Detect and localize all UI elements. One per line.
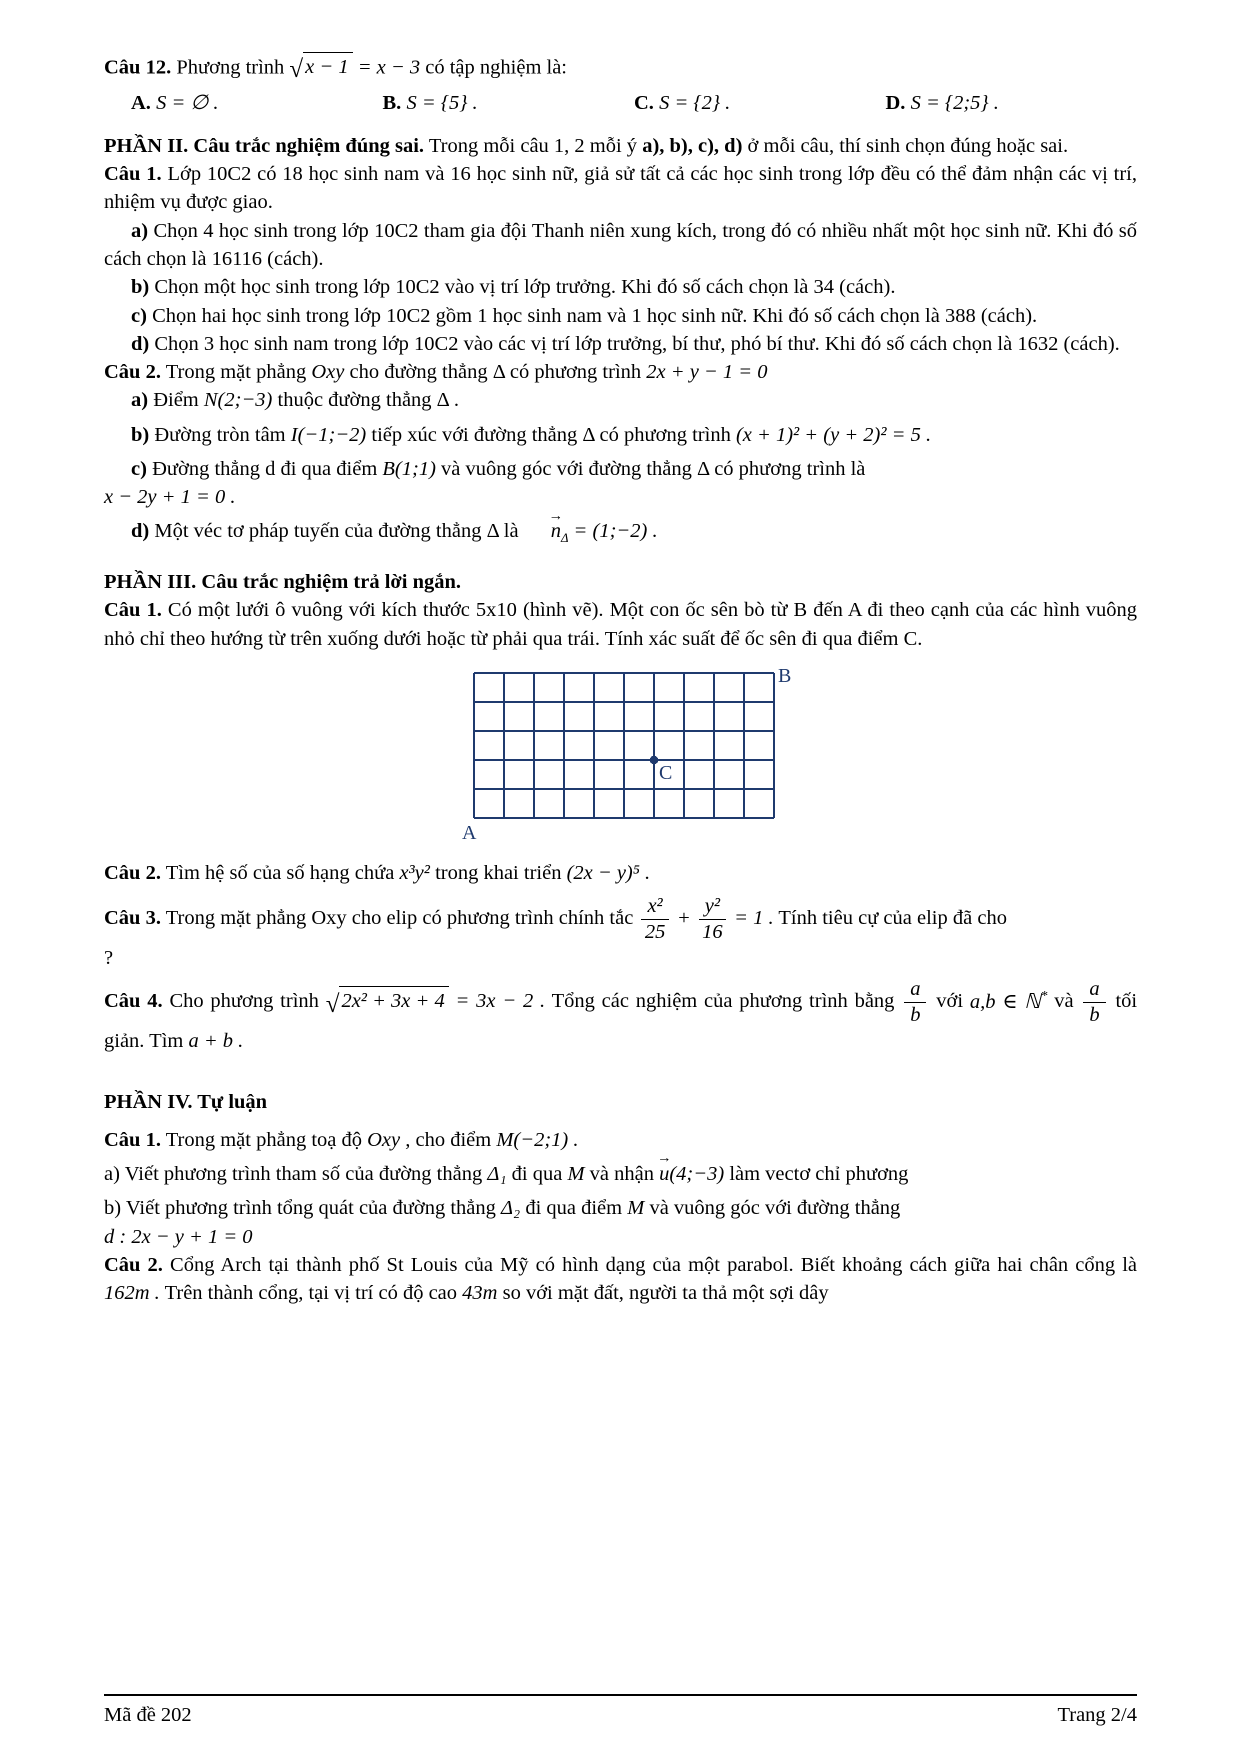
fraction-y2-16-denominator: 16 [702, 921, 723, 944]
part4-q1-item-b [104, 1194, 1137, 1222]
option-b-label: B. [382, 91, 402, 114]
vector-n-base: n [550, 520, 561, 543]
part4-q1-item-a [104, 1150, 1137, 1188]
fraction-a-b-1 [901, 978, 929, 1027]
part3-q4-label: Câu 4. [104, 990, 163, 1013]
part2-q2-line-equation: 2x + y − 1 = 0 [646, 361, 768, 384]
vector-u-coords: (4;−3) [669, 1163, 725, 1186]
part2-q2-item-d-label: d) [131, 520, 150, 543]
plus-sign: + [676, 907, 691, 930]
part4-q1-item-b-text-2: đi qua điểm [525, 1197, 623, 1220]
vector-arrow-icon: → [548, 507, 563, 524]
part4-q2 [104, 1251, 1137, 1308]
sqrt-expression-q12 [289, 52, 352, 84]
radical-sign-q4: √ [325, 990, 340, 1018]
normal-vector-value: = (1;−2) . [573, 520, 658, 543]
part2-intro-bold: a), b), c), d) [642, 134, 743, 157]
vector-u-arrow-icon: → [657, 1150, 672, 1167]
part2-q2-oxy: Oxy [311, 361, 345, 384]
question-12-pre: Phương trình [176, 56, 285, 79]
part3-heading: PHẦN III. Câu trắc nghiệm trả lời ngắn. [104, 571, 462, 594]
part3-q3-label: Câu 3. [104, 907, 161, 930]
option-a [131, 89, 383, 117]
line-d-equation-part4: d : 2x − y + 1 = 0 [104, 1225, 253, 1248]
option-d-label: D. [885, 91, 906, 114]
part2-q2-item-a-text-2: thuộc đường thẳng Δ . [277, 389, 459, 412]
exam-code: Mã đề 202 [104, 1703, 192, 1726]
part2-q1 [104, 160, 1137, 217]
part2-q2 [104, 358, 1137, 386]
part2-q1-item-c [104, 302, 1137, 330]
part2-q2-item-c-equation [104, 483, 1137, 511]
part3-q3-text-2: Tính tiêu cự của elip đã cho [778, 907, 1007, 930]
question-12 [104, 52, 1137, 82]
part2-q2-item-a [104, 386, 1137, 414]
part2-q2-intro-1: Trong mặt phẳng [165, 361, 307, 384]
grid-svg [462, 661, 807, 849]
sqrt-radicand-q4: 2x² + 3x + 4 [339, 986, 448, 1015]
part4-q1-item-b-text-3: và vuông góc với đường thẳng [649, 1197, 901, 1220]
part2-q1-item-a [104, 217, 1137, 274]
part3-q4-text-4: và [1054, 990, 1074, 1013]
term-x3y2: x³y² [399, 861, 430, 884]
option-d-value: S = {2;5} . [910, 91, 999, 114]
grid-figure [462, 661, 1137, 851]
part4-q1-text-2: cho điểm [415, 1128, 492, 1151]
part4-q1-item-a-text-2: đi qua [511, 1163, 563, 1186]
part2-q1-item-b-label: b) [131, 276, 150, 299]
part3-q4-text-5: tối giản. Tìm [104, 990, 1138, 1053]
point-m-symbol-a: M [567, 1163, 585, 1186]
part2-q2-intro-2: cho đường thẳng Δ có phương trình [349, 361, 642, 384]
part4-q1-item-a-text-1: Viết phương trình tham số của đường thẳng [124, 1163, 483, 1186]
height-43m: 43m [462, 1282, 498, 1305]
part2-heading: PHẦN II. Câu trắc nghiệm đúng sai. [104, 134, 425, 157]
part2-q2-item-b-text-2: tiếp xúc với đường thẳng Δ có phương trình [371, 423, 731, 446]
part2-q2-item-b [104, 421, 1137, 449]
part3-q2-text-2: trong khai triển [435, 861, 562, 884]
center-i-expression: I(−1;−2) [290, 423, 367, 446]
part3-q1-label: Câu 1. [104, 599, 162, 622]
part2-heading-para [104, 132, 1137, 160]
part2-q2-item-b-text-1: Đường tròn tâm [154, 423, 286, 446]
part2-q1-item-d [104, 330, 1137, 358]
part3-q4-text-3: với [936, 990, 964, 1013]
part4-q1-item-b-text-1: Viết phương trình tổng quát của đường thẳng [125, 1197, 496, 1220]
part2-q2-item-c-label: c) [131, 457, 147, 480]
part4-q2-text-2: Trên thành cổng, tại vị trí có độ cao [164, 1282, 458, 1305]
part4-q1 [104, 1126, 1137, 1154]
part3-q2 [104, 859, 1137, 887]
vector-n [524, 507, 563, 545]
question-mark: ? [104, 947, 114, 970]
point-n-expression: N(2;−3) [203, 389, 273, 412]
grid-label-c: C [659, 761, 673, 784]
part2-q2-item-a-label: a) [131, 389, 149, 412]
part2-intro-2: ở mỗi câu, thí sinh chọn đúng hoặc sai. [747, 134, 1069, 157]
ellipse-equation-tail: = 1 . [734, 907, 774, 930]
radical-sign: √ [289, 56, 304, 84]
part2-q1-item-d-text: Chọn 3 học sinh nam trong lớp 10C2 vào các vị trí lớp trưởng, bí thư, phó bí thư. Khi đó số cách chọn là 1632 (cách). [154, 332, 1120, 355]
part4-q1-item-a-text-4: làm vectơ chỉ phương [729, 1163, 909, 1186]
part2-q2-item-d-text: Một véc tơ pháp tuyến của đường thẳng Δ là [154, 520, 519, 543]
sqrt-radicand: x − 1 [303, 52, 352, 81]
naturals-set: a,b ∈ ℕ [969, 990, 1041, 1013]
grid-lines-vertical [474, 673, 774, 818]
naturals-expression [969, 987, 1048, 1013]
option-d [886, 89, 1138, 117]
part3-q4-text-2: Tổng các nghiệm của phương trình bằng [551, 990, 895, 1013]
option-a-label: A. [131, 91, 151, 114]
part3-q2-label: Câu 2. [104, 861, 161, 884]
part4-q1-item-b-equation [104, 1223, 1137, 1251]
page-number: Trang 2/4 [1057, 1703, 1137, 1726]
fraction-x2-25 [638, 895, 671, 944]
circle-equation: (x + 1)² + (y + 2)² = 5 . [735, 423, 932, 446]
fraction-x2-25-numerator: x² [641, 895, 668, 920]
answer-options-row [131, 89, 1137, 117]
fraction-a-b-1-numerator: a [904, 978, 926, 1003]
part3-q1 [104, 596, 1137, 653]
part2-q2-item-b-label: b) [131, 423, 150, 446]
point-m-symbol-b: M [627, 1197, 645, 1220]
question-12-rhs: = x − 3 [357, 56, 421, 79]
direction-vector-expression [657, 1150, 725, 1186]
delta-1-symbol: Δ₁ [487, 1163, 507, 1186]
part4-heading: PHẦN IV. Tự luận [104, 1090, 268, 1113]
part3-q3-question-mark [104, 944, 1137, 972]
part3-q2-text-1: Tìm hệ số của số hạng chứa [165, 861, 395, 884]
normal-vector-expression [524, 507, 569, 546]
option-c-value: S = {2} . [659, 91, 731, 114]
part2-q2-item-c [104, 455, 1137, 483]
part4-q2-text-1: Cổng Arch tại thành phố St Louis của Mỹ có hình dạng của một parabol. Biết khoảng cách giữa hai chân cổng là [170, 1254, 1138, 1276]
part2-q1-item-c-text: Chọn hai học sinh trong lớp 10C2 gồm 1 học sinh nam và 1 học sinh nữ. Khi đó số cách chọn là 388 (cách). [152, 304, 1038, 327]
option-c [634, 89, 886, 117]
grid-label-b: B [778, 664, 792, 687]
option-c-label: C. [634, 91, 654, 114]
part3-q3-text-1: Trong mặt phẳng Oxy cho elip có phương trình chính tắc [165, 907, 634, 930]
fraction-a-b-2 [1080, 978, 1108, 1027]
option-b [383, 89, 635, 117]
part2-q1-item-a-label: a) [131, 219, 149, 242]
part3-q1-text: Có một lưới ô vuông với kích thước 5x10 (hình vẽ). Một con ốc sên bò từ B đến A đi theo cạnh của các hình vuông nhỏ chỉ theo hướng từ trên xuống dưới hoặc từ phải qua trái. Tính xác suất để ốc sên đi qua điểm C. [104, 599, 1138, 650]
part2-q2-item-c-text-2: và vuông góc với đường thẳng Δ có phương trình là [441, 457, 866, 480]
part2-q2-item-a-text-1: Điểm [153, 389, 199, 412]
grid-label-a: A [462, 821, 477, 844]
part2-q1-item-b-text: Chọn một học sinh trong lớp 10C2 vào vị trí lớp trưởng. Khi đó số cách chọn là 34 (cách). [154, 276, 896, 299]
part4-q1-text-1: Trong mặt phẳng toạ độ [165, 1128, 362, 1151]
part3-q4-text-1: Cho phương trình [169, 990, 319, 1013]
fraction-y2-16-numerator: y² [699, 895, 726, 920]
fraction-a-b-1-denominator: b [910, 1004, 921, 1027]
point-b-expression: B(1;1) [382, 457, 436, 480]
vector-u-base: u [659, 1163, 670, 1186]
question-12-label: Câu 12. [104, 56, 172, 79]
part4-q2-label: Câu 2. [104, 1254, 163, 1276]
part3-q3 [104, 895, 1137, 944]
part2-q2-label: Câu 2. [104, 361, 161, 384]
delta-2-symbol: Δ₂ [501, 1197, 521, 1220]
point-m-expression: M(−2;1) . [496, 1128, 579, 1151]
part4-q1-item-a-label: a) [104, 1163, 120, 1186]
sqrt-expression-q4 [325, 986, 449, 1018]
point-c-dot [650, 756, 659, 765]
part3-q4-find-expression: a + b . [188, 1030, 244, 1053]
fraction-x2-25-denominator: 25 [644, 921, 666, 944]
question-12-post: có tập nghiệm là: [425, 56, 567, 79]
part4-q1-item-a-text-3: và nhận [589, 1163, 654, 1186]
part4-q2-text-3: so với mặt đất, người ta thả một sợi dây [502, 1282, 829, 1305]
part2-q1-item-a-text: Chọn 4 học sinh trong lớp 10C2 tham gia đội Thanh niên xung kích, trong đó có nhiều nhất một học sinh nữ. Khi đó số cách chọn là 16116 (cách). [104, 219, 1138, 270]
part4-q1-label: Câu 1. [104, 1128, 161, 1151]
part3-q4 [104, 978, 1137, 1055]
page-footer [104, 1694, 1137, 1729]
span-162m: 162m . [104, 1282, 160, 1305]
fraction-y2-16 [696, 895, 729, 944]
option-b-value: S = {5} . [406, 91, 478, 114]
part2-intro-1: Trong mỗi câu 1, 2 mỗi ý [428, 134, 638, 157]
part3-q4-equation-rhs: = 3x − 2 . [455, 990, 546, 1013]
part2-q1-item-c-label: c) [131, 304, 147, 327]
part3-heading-para [104, 568, 1137, 596]
part2-q2-item-c-text-1: Đường thẳng d đi qua điểm [152, 457, 378, 480]
part2-q1-item-d-label: d) [131, 332, 150, 355]
part2-q1-label: Câu 1. [104, 163, 162, 186]
line-d-equation: x − 2y + 1 = 0 . [104, 486, 236, 509]
naturals-star: * [1040, 987, 1048, 1003]
fraction-a-b-2-denominator: b [1089, 1004, 1100, 1027]
part4-q1-oxy: Oxy , [367, 1128, 411, 1151]
part4-q1-item-b-label: b) [104, 1197, 122, 1220]
part2-q1-item-b [104, 273, 1137, 301]
fraction-a-b-2-numerator: a [1083, 978, 1105, 1003]
part4-heading-para [104, 1088, 1137, 1116]
binomial-expression: (2x − y)⁵ . [566, 861, 651, 884]
part2-q2-item-d [104, 507, 1137, 548]
option-a-value: S = ∅ . [156, 91, 219, 114]
part2-q1-text: Lớp 10C2 có 18 học sinh nam và 16 học sinh nữ, giả sử tất cả các học sinh trong lớp đều có thể đảm nhận các vị trí, nhiệm vụ được giao. [104, 163, 1138, 214]
vector-u [657, 1150, 672, 1188]
vector-n-subscript: Δ [560, 531, 569, 546]
